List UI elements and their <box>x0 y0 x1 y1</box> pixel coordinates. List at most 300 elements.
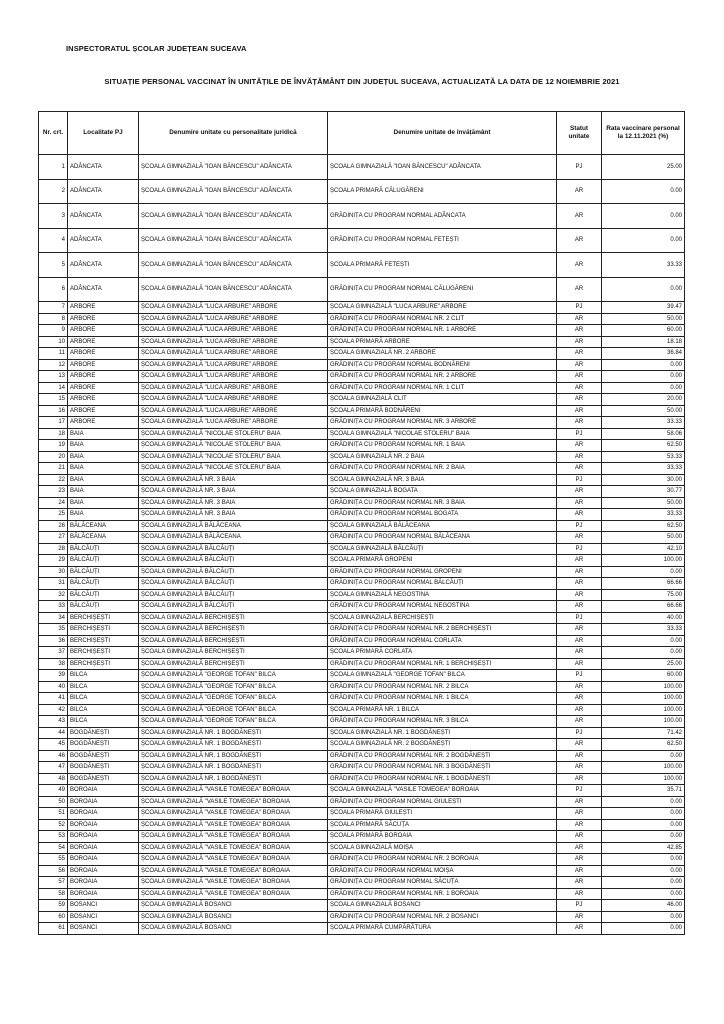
table-row <box>39 566 685 578</box>
table-row <box>39 773 685 785</box>
row-number: 35 <box>39 624 68 636</box>
statut-cell: AR <box>557 509 602 521</box>
unitate-pj-cell: ȘCOALA GIMNAZIALĂ "LUCA ARBURE" ARBORE <box>139 417 328 429</box>
statut-cell: AR <box>557 693 602 705</box>
localitate-cell: BĂLCĂUȚI <box>68 555 139 567</box>
rata-cell: 0.00 <box>602 635 685 647</box>
rata-cell: 30.77 <box>602 486 685 498</box>
unitate-pj-cell: ȘCOALA GIMNAZIALĂ "IOAN BĂNCESCU" ADÂNCATA <box>139 253 328 278</box>
unitate-pj-cell: ȘCOALA GIMNAZIALĂ "LUCA ARBURE" ARBORE <box>139 302 328 314</box>
row-number: 26 <box>39 520 68 532</box>
rata-cell: 0.00 <box>602 647 685 659</box>
unitate-cell: ȘCOALA PRIMARĂ NR. 1 BILCA <box>328 704 557 716</box>
unitate-cell: GRĂDINIȚA CU PROGRAM NORMAL NR. 1 CLIT <box>328 382 557 394</box>
statut-cell: AR <box>557 796 602 808</box>
statut-cell: AR <box>557 578 602 590</box>
table-row <box>39 796 685 808</box>
unitate-pj-cell: ȘCOALA GIMNAZIALĂ "LUCA ARBURE" ARBORE <box>139 359 328 371</box>
table-row <box>39 900 685 912</box>
unitate-pj-cell: ȘCOALA GIMNAZIALĂ "VASILE TOMEGEA" BOROAIA <box>139 865 328 877</box>
localitate-cell: BOROAIA <box>68 877 139 889</box>
unitate-cell: GRĂDINIȚA CU PROGRAM NORMAL NR. 2 BERCHIȘEȘTI <box>328 624 557 636</box>
table-row <box>39 474 685 486</box>
rata-cell: 39.47 <box>602 302 685 314</box>
row-number: 22 <box>39 474 68 486</box>
localitate-cell: ARBORE <box>68 405 139 417</box>
unitate-cell: ȘCOALA GIMNAZIALĂ "IOAN BĂNCESCU" ADÂNCATA <box>328 155 557 180</box>
statut-cell: PJ <box>557 670 602 682</box>
unitate-pj-cell: ȘCOALA GIMNAZIALĂ BOSANCI <box>139 911 328 923</box>
statut-cell: PJ <box>557 520 602 532</box>
rata-cell: 60.00 <box>602 325 685 337</box>
row-number: 31 <box>39 578 68 590</box>
rata-cell: 35.71 <box>602 785 685 797</box>
header-unitate: Denumire unitate de învățământ <box>328 112 557 155</box>
rata-cell: 100.00 <box>602 681 685 693</box>
unitate-cell: ȘCOALA GIMNAZIALĂ BOSANCI <box>328 900 557 912</box>
row-number: 15 <box>39 394 68 406</box>
unitate-cell: ȘCOALA PRIMARĂ ARBORE <box>328 336 557 348</box>
row-number: 27 <box>39 532 68 544</box>
statut-cell: AR <box>557 405 602 417</box>
localitate-cell: ADÂNCATA <box>68 179 139 204</box>
statut-cell: AR <box>557 382 602 394</box>
table-row <box>39 277 685 302</box>
rata-cell: 0.00 <box>602 854 685 866</box>
row-number: 48 <box>39 773 68 785</box>
table-row <box>39 612 685 624</box>
statut-cell: PJ <box>557 612 602 624</box>
rata-cell: 46.00 <box>602 900 685 912</box>
rata-cell: 58.06 <box>602 428 685 440</box>
rata-cell: 33.33 <box>602 417 685 429</box>
row-number: 61 <box>39 923 68 935</box>
localitate-cell: BAIA <box>68 497 139 509</box>
statut-cell: AR <box>557 716 602 728</box>
localitate-cell: BAIA <box>68 463 139 475</box>
row-number: 34 <box>39 612 68 624</box>
unitate-pj-cell: ȘCOALA GIMNAZIALĂ BĂLCĂUȚI <box>139 566 328 578</box>
statut-cell: AR <box>557 451 602 463</box>
rata-cell: 18.18 <box>602 336 685 348</box>
row-number: 37 <box>39 647 68 659</box>
statut-cell: AR <box>557 819 602 831</box>
rata-cell: 62.50 <box>602 440 685 452</box>
unitate-cell: ȘCOALA GIMNAZIALĂ CLIT <box>328 394 557 406</box>
row-number: 1 <box>39 155 68 180</box>
table-row <box>39 739 685 751</box>
localitate-cell: BERCHIȘEȘTI <box>68 647 139 659</box>
localitate-cell: BOROAIA <box>68 865 139 877</box>
row-number: 45 <box>39 739 68 751</box>
table-row <box>39 440 685 452</box>
rata-cell: 0.00 <box>602 831 685 843</box>
row-number: 14 <box>39 382 68 394</box>
table-row <box>39 647 685 659</box>
rata-cell: 0.00 <box>602 228 685 253</box>
statut-cell: AR <box>557 808 602 820</box>
unitate-cell: ȘCOALA PRIMARĂ FETEȘTI <box>328 253 557 278</box>
unitate-cell: GRĂDINIȚA CU PROGRAM NORMAL NR. 2 BILCA <box>328 681 557 693</box>
rata-cell: 66.66 <box>602 601 685 613</box>
row-number: 7 <box>39 302 68 314</box>
statut-cell: AR <box>557 923 602 935</box>
statut-cell: AR <box>557 359 602 371</box>
unitate-cell: ȘCOALA PRIMARĂ BODNĂRENI <box>328 405 557 417</box>
rata-cell: 100.00 <box>602 704 685 716</box>
table-row <box>39 382 685 394</box>
header-nr: Nr. crt. <box>39 112 68 155</box>
unitate-cell: GRĂDINIȚA CU PROGRAM NORMAL NEGOSTINA <box>328 601 557 613</box>
table-row <box>39 624 685 636</box>
row-number: 2 <box>39 179 68 204</box>
localitate-cell: BĂLCĂUȚI <box>68 566 139 578</box>
table-row <box>39 670 685 682</box>
table-row <box>39 555 685 567</box>
localitate-cell: ARBORE <box>68 313 139 325</box>
rata-cell: 0.00 <box>602 179 685 204</box>
table-row <box>39 497 685 509</box>
statut-cell: AR <box>557 888 602 900</box>
document-title: SITUAȚIE PERSONAL VACCINAT ÎN UNITĂȚILE DE ÎNVĂȚĂMÂNT DIN JUDEȚUL SUCEAVA, ACTUALIZATĂ LA DATA DE 12 NOIEMBRIE 2021 <box>104 77 620 86</box>
unitate-pj-cell: ȘCOALA GIMNAZIALĂ "LUCA ARBURE" ARBORE <box>139 382 328 394</box>
row-number: 19 <box>39 440 68 452</box>
table-row <box>39 336 685 348</box>
table-row <box>39 911 685 923</box>
table-row <box>39 831 685 843</box>
rata-cell: 50.00 <box>602 313 685 325</box>
localitate-cell: BERCHIȘEȘTI <box>68 635 139 647</box>
statut-cell: AR <box>557 589 602 601</box>
localitate-cell: BERCHIȘEȘTI <box>68 624 139 636</box>
statut-cell: PJ <box>557 428 602 440</box>
localitate-cell: BOROAIA <box>68 831 139 843</box>
unitate-pj-cell: ȘCOALA GIMNAZIALĂ "LUCA ARBURE" ARBORE <box>139 336 328 348</box>
rata-cell: 50.00 <box>602 405 685 417</box>
rata-cell: 0.00 <box>602 204 685 229</box>
rata-cell: 100.00 <box>602 716 685 728</box>
unitate-pj-cell: ȘCOALA GIMNAZIALĂ "NICOLAE STOLERU" BAIA <box>139 451 328 463</box>
table-row <box>39 428 685 440</box>
rata-cell: 33.33 <box>602 463 685 475</box>
unitate-cell: ȘCOALA GIMNAZIALĂ BĂLĂCEANA <box>328 520 557 532</box>
unitate-pj-cell: ȘCOALA GIMNAZIALĂ "IOAN BĂNCESCU" ADÂNCATA <box>139 155 328 180</box>
rata-cell: 100.00 <box>602 555 685 567</box>
localitate-cell: BAIA <box>68 440 139 452</box>
rata-cell: 0.00 <box>602 371 685 383</box>
unitate-pj-cell: ȘCOALA GIMNAZIALĂ BERCHIȘEȘTI <box>139 658 328 670</box>
rata-cell: 60.00 <box>602 670 685 682</box>
unitate-pj-cell: ȘCOALA GIMNAZIALĂ NR. 3 BAIA <box>139 486 328 498</box>
row-number: 25 <box>39 509 68 521</box>
statut-cell: AR <box>557 773 602 785</box>
table-row <box>39 313 685 325</box>
unitate-pj-cell: ȘCOALA GIMNAZIALĂ NR. 3 BAIA <box>139 497 328 509</box>
unitate-cell: GRĂDINIȚA CU PROGRAM NORMAL NR. 1 ARBORE <box>328 325 557 337</box>
rata-cell: 75.00 <box>602 589 685 601</box>
unitate-pj-cell: ȘCOALA GIMNAZIALĂ "IOAN BĂNCESCU" ADÂNCATA <box>139 277 328 302</box>
unitate-cell: GRĂDINIȚA CU PROGRAM NORMAL GROPENI <box>328 566 557 578</box>
unitate-cell: GRĂDINIȚA CU PROGRAM NORMAL NR. 1 BERCHIȘEȘTI <box>328 658 557 670</box>
table-row <box>39 405 685 417</box>
statut-cell: AR <box>557 228 602 253</box>
unitate-cell: ȘCOALA GIMNAZIALĂ BĂLCĂUȚI <box>328 543 557 555</box>
unitate-cell: GRĂDINIȚA CU PROGRAM NORMAL BĂLCĂUȚI <box>328 578 557 590</box>
localitate-cell: BOROAIA <box>68 796 139 808</box>
statut-cell: AR <box>557 865 602 877</box>
rata-cell: 50.00 <box>602 497 685 509</box>
table-row <box>39 716 685 728</box>
unitate-pj-cell: ȘCOALA GIMNAZIALĂ BĂLCĂUȚI <box>139 589 328 601</box>
statut-cell: PJ <box>557 543 602 555</box>
localitate-cell: ADÂNCATA <box>68 228 139 253</box>
localitate-cell: BAIA <box>68 486 139 498</box>
row-number: 41 <box>39 693 68 705</box>
table-row <box>39 578 685 590</box>
unitate-pj-cell: ȘCOALA GIMNAZIALĂ "VASILE TOMEGEA" BOROAIA <box>139 842 328 854</box>
row-number: 21 <box>39 463 68 475</box>
statut-cell: AR <box>557 635 602 647</box>
unitate-pj-cell: ȘCOALA GIMNAZIALĂ "LUCA ARBURE" ARBORE <box>139 325 328 337</box>
unitate-cell: ȘCOALA PRIMARĂ CUMPĂRĂTURA <box>328 923 557 935</box>
rata-cell: 25.00 <box>602 658 685 670</box>
localitate-cell: BOGDĂNEȘTI <box>68 750 139 762</box>
rata-cell: 53.33 <box>602 451 685 463</box>
unitate-pj-cell: ȘCOALA GIMNAZIALĂ "VASILE TOMEGEA" BOROAIA <box>139 888 328 900</box>
localitate-cell: BAIA <box>68 451 139 463</box>
unitate-pj-cell: ȘCOALA GIMNAZIALĂ NR. 1 BOGDĂNEȘTI <box>139 739 328 751</box>
rata-cell: 100.00 <box>602 762 685 774</box>
statut-cell: AR <box>557 877 602 889</box>
rata-cell: 66.66 <box>602 578 685 590</box>
unitate-pj-cell: ȘCOALA GIMNAZIALĂ "LUCA ARBURE" ARBORE <box>139 313 328 325</box>
row-number: 43 <box>39 716 68 728</box>
statut-cell: PJ <box>557 155 602 180</box>
unitate-cell: ȘCOALA PRIMARĂ BOROAIA <box>328 831 557 843</box>
table-row <box>39 302 685 314</box>
localitate-cell: BILCA <box>68 670 139 682</box>
localitate-cell: BĂLĂCEANA <box>68 520 139 532</box>
unitate-cell: GRĂDINIȚA CU PROGRAM NORMAL BOGATA <box>328 509 557 521</box>
organization-name: INSPECTORATUL ȘCOLAR JUDEȚEAN SUCEAVA <box>66 44 247 53</box>
header-rata: Rata vaccinare personal la 12.11.2021 (%) <box>602 112 685 155</box>
statut-cell: AR <box>557 704 602 716</box>
statut-cell: AR <box>557 681 602 693</box>
table-row <box>39 394 685 406</box>
unitate-pj-cell: ȘCOALA GIMNAZIALĂ NR. 3 BAIA <box>139 474 328 486</box>
row-number: 13 <box>39 371 68 383</box>
unitate-cell: ȘCOALA GIMNAZIALĂ NR. 1 BOGDĂNEȘTI <box>328 727 557 739</box>
row-number: 29 <box>39 555 68 567</box>
localitate-cell: BĂLCĂUȚI <box>68 543 139 555</box>
row-number: 39 <box>39 670 68 682</box>
row-number: 58 <box>39 888 68 900</box>
statut-cell: AR <box>557 463 602 475</box>
table-row <box>39 463 685 475</box>
localitate-cell: ARBORE <box>68 359 139 371</box>
statut-cell: AR <box>557 911 602 923</box>
row-number: 3 <box>39 204 68 229</box>
unitate-cell: ȘCOALA PRIMARĂ GIULEȘTI <box>328 808 557 820</box>
unitate-cell: GRĂDINIȚA CU PROGRAM NORMAL MOIȘA <box>328 865 557 877</box>
localitate-cell: BAIA <box>68 509 139 521</box>
unitate-pj-cell: ȘCOALA GIMNAZIALĂ "VASILE TOMEGEA" BOROAIA <box>139 785 328 797</box>
localitate-cell: BOSANCI <box>68 923 139 935</box>
statut-cell: AR <box>557 555 602 567</box>
unitate-pj-cell: ȘCOALA GIMNAZIALĂ BERCHIȘEȘTI <box>139 612 328 624</box>
statut-cell: AR <box>557 566 602 578</box>
table-row <box>39 785 685 797</box>
unitate-pj-cell: ȘCOALA GIMNAZIALĂ "GEORGE TOFAN" BILCA <box>139 693 328 705</box>
rata-cell: 0.00 <box>602 382 685 394</box>
table-row <box>39 865 685 877</box>
unitate-pj-cell: ȘCOALA GIMNAZIALĂ "VASILE TOMEGEA" BOROAIA <box>139 831 328 843</box>
rata-cell: 33.33 <box>602 509 685 521</box>
table-body <box>39 155 685 935</box>
localitate-cell: BOGDĂNEȘTI <box>68 773 139 785</box>
row-number: 46 <box>39 750 68 762</box>
statut-cell: PJ <box>557 302 602 314</box>
unitate-pj-cell: ȘCOALA GIMNAZIALĂ BĂLCĂUȚI <box>139 555 328 567</box>
unitate-pj-cell: ȘCOALA GIMNAZIALĂ NR. 1 BOGDĂNEȘTI <box>139 773 328 785</box>
rata-cell: 0.00 <box>602 359 685 371</box>
localitate-cell: BOROAIA <box>68 785 139 797</box>
table-row <box>39 509 685 521</box>
localitate-cell: BERCHIȘEȘTI <box>68 612 139 624</box>
unitate-cell: GRĂDINIȚA CU PROGRAM NORMAL FETEȘTI <box>328 228 557 253</box>
rata-cell: 71.42 <box>602 727 685 739</box>
rata-cell: 36.84 <box>602 348 685 360</box>
rata-cell: 0.00 <box>602 796 685 808</box>
rata-cell: 0.00 <box>602 865 685 877</box>
rata-cell: 33.33 <box>602 253 685 278</box>
unitate-cell: ȘCOALA PRIMARĂ SĂCUȚA <box>328 819 557 831</box>
rata-cell: 100.00 <box>602 773 685 785</box>
unitate-cell: GRĂDINIȚA CU PROGRAM NORMAL NR. 3 BOGDĂNEȘTI <box>328 762 557 774</box>
table-row <box>39 417 685 429</box>
statut-cell: AR <box>557 658 602 670</box>
unitate-pj-cell: ȘCOALA GIMNAZIALĂ "IOAN BĂNCESCU" ADÂNCATA <box>139 204 328 229</box>
localitate-cell: BERCHIȘEȘTI <box>68 658 139 670</box>
unitate-cell: ȘCOALA GIMNAZIALĂ NR. 2 ARBORE <box>328 348 557 360</box>
statut-cell: AR <box>557 204 602 229</box>
localitate-cell: BOROAIA <box>68 819 139 831</box>
localitate-cell: BĂLCĂUȚI <box>68 601 139 613</box>
localitate-cell: ADÂNCATA <box>68 277 139 302</box>
unitate-pj-cell: ȘCOALA GIMNAZIALĂ BĂLCĂUȚI <box>139 601 328 613</box>
localitate-cell: BĂLCĂUȚI <box>68 589 139 601</box>
unitate-pj-cell: ȘCOALA GIMNAZIALĂ "GEORGE TOFAN" BILCA <box>139 716 328 728</box>
row-number: 42 <box>39 704 68 716</box>
row-number: 5 <box>39 253 68 278</box>
row-number: 6 <box>39 277 68 302</box>
statut-cell: AR <box>557 831 602 843</box>
table-row <box>39 658 685 670</box>
table-row <box>39 543 685 555</box>
table-row <box>39 253 685 278</box>
row-number: 16 <box>39 405 68 417</box>
table-row <box>39 228 685 253</box>
statut-cell: AR <box>557 348 602 360</box>
row-number: 10 <box>39 336 68 348</box>
rata-cell: 0.00 <box>602 819 685 831</box>
localitate-cell: BOROAIA <box>68 808 139 820</box>
header-unitate-pj: Denumire unitate cu personalitate juridică <box>139 112 328 155</box>
unitate-cell: GRĂDINIȚA CU PROGRAM NORMAL NR. 3 ARBORE <box>328 417 557 429</box>
unitate-pj-cell: ȘCOALA GIMNAZIALĂ BĂLCĂUȚI <box>139 543 328 555</box>
table-row <box>39 750 685 762</box>
row-number: 47 <box>39 762 68 774</box>
row-number: 60 <box>39 911 68 923</box>
unitate-cell: GRĂDINIȚA CU PROGRAM NORMAL NR. 2 BOGDĂNEȘTI <box>328 750 557 762</box>
statut-cell: AR <box>557 842 602 854</box>
table-row <box>39 727 685 739</box>
unitate-pj-cell: ȘCOALA GIMNAZIALĂ "VASILE TOMEGEA" BOROAIA <box>139 854 328 866</box>
statut-cell: AR <box>557 739 602 751</box>
row-number: 32 <box>39 589 68 601</box>
table-row <box>39 762 685 774</box>
localitate-cell: ADÂNCATA <box>68 253 139 278</box>
unitate-cell: ȘCOALA GIMNAZIALĂ BOGATA <box>328 486 557 498</box>
unitate-pj-cell: ȘCOALA GIMNAZIALĂ "GEORGE TOFAN" BILCA <box>139 670 328 682</box>
row-number: 11 <box>39 348 68 360</box>
rata-cell: 20.00 <box>602 394 685 406</box>
row-number: 51 <box>39 808 68 820</box>
unitate-pj-cell: ȘCOALA GIMNAZIALĂ "VASILE TOMEGEA" BOROAIA <box>139 819 328 831</box>
unitate-pj-cell: ȘCOALA GIMNAZIALĂ "LUCA ARBURE" ARBORE <box>139 348 328 360</box>
localitate-cell: BOROAIA <box>68 854 139 866</box>
unitate-pj-cell: ȘCOALA GIMNAZIALĂ "GEORGE TOFAN" BILCA <box>139 681 328 693</box>
unitate-pj-cell: ȘCOALA GIMNAZIALĂ "IOAN BĂNCESCU" ADÂNCATA <box>139 179 328 204</box>
unitate-pj-cell: ȘCOALA GIMNAZIALĂ "LUCA ARBURE" ARBORE <box>139 394 328 406</box>
table-row <box>39 520 685 532</box>
statut-cell: PJ <box>557 727 602 739</box>
header-localitate: Localitate PJ <box>68 112 139 155</box>
statut-cell: AR <box>557 440 602 452</box>
unitate-pj-cell: ȘCOALA GIMNAZIALĂ NR. 3 BAIA <box>139 509 328 521</box>
unitate-cell: GRĂDINIȚA CU PROGRAM NORMAL NR. 1 BOROAIA <box>328 888 557 900</box>
unitate-pj-cell: ȘCOALA GIMNAZIALĂ NR. 1 BOGDĂNEȘTI <box>139 762 328 774</box>
rata-cell: 50.00 <box>602 532 685 544</box>
rata-cell: 42.85 <box>602 842 685 854</box>
localitate-cell: ARBORE <box>68 302 139 314</box>
unitate-pj-cell: ȘCOALA GIMNAZIALĂ BĂLĂCEANA <box>139 520 328 532</box>
row-number: 8 <box>39 313 68 325</box>
row-number: 36 <box>39 635 68 647</box>
rata-cell: 100.00 <box>602 693 685 705</box>
localitate-cell: BILCA <box>68 693 139 705</box>
unitate-cell: GRĂDINIȚA CU PROGRAM NORMAL NR. 2 BAIA <box>328 463 557 475</box>
table-row <box>39 359 685 371</box>
table-row <box>39 204 685 229</box>
row-number: 18 <box>39 428 68 440</box>
localitate-cell: ARBORE <box>68 371 139 383</box>
unitate-pj-cell: ȘCOALA GIMNAZIALĂ "NICOLAE STOLERU" BAIA <box>139 440 328 452</box>
table-row <box>39 348 685 360</box>
table-row <box>39 635 685 647</box>
statut-cell: AR <box>557 601 602 613</box>
row-number: 17 <box>39 417 68 429</box>
unitate-cell: GRĂDINIȚA CU PROGRAM NORMAL BODNĂRENI <box>328 359 557 371</box>
rata-cell: 30.00 <box>602 474 685 486</box>
row-number: 33 <box>39 601 68 613</box>
localitate-cell: BAIA <box>68 428 139 440</box>
statut-cell: AR <box>557 394 602 406</box>
table-row <box>39 155 685 180</box>
rata-cell: 0.00 <box>602 923 685 935</box>
vaccination-table <box>38 111 685 935</box>
localitate-cell: BOROAIA <box>68 888 139 900</box>
